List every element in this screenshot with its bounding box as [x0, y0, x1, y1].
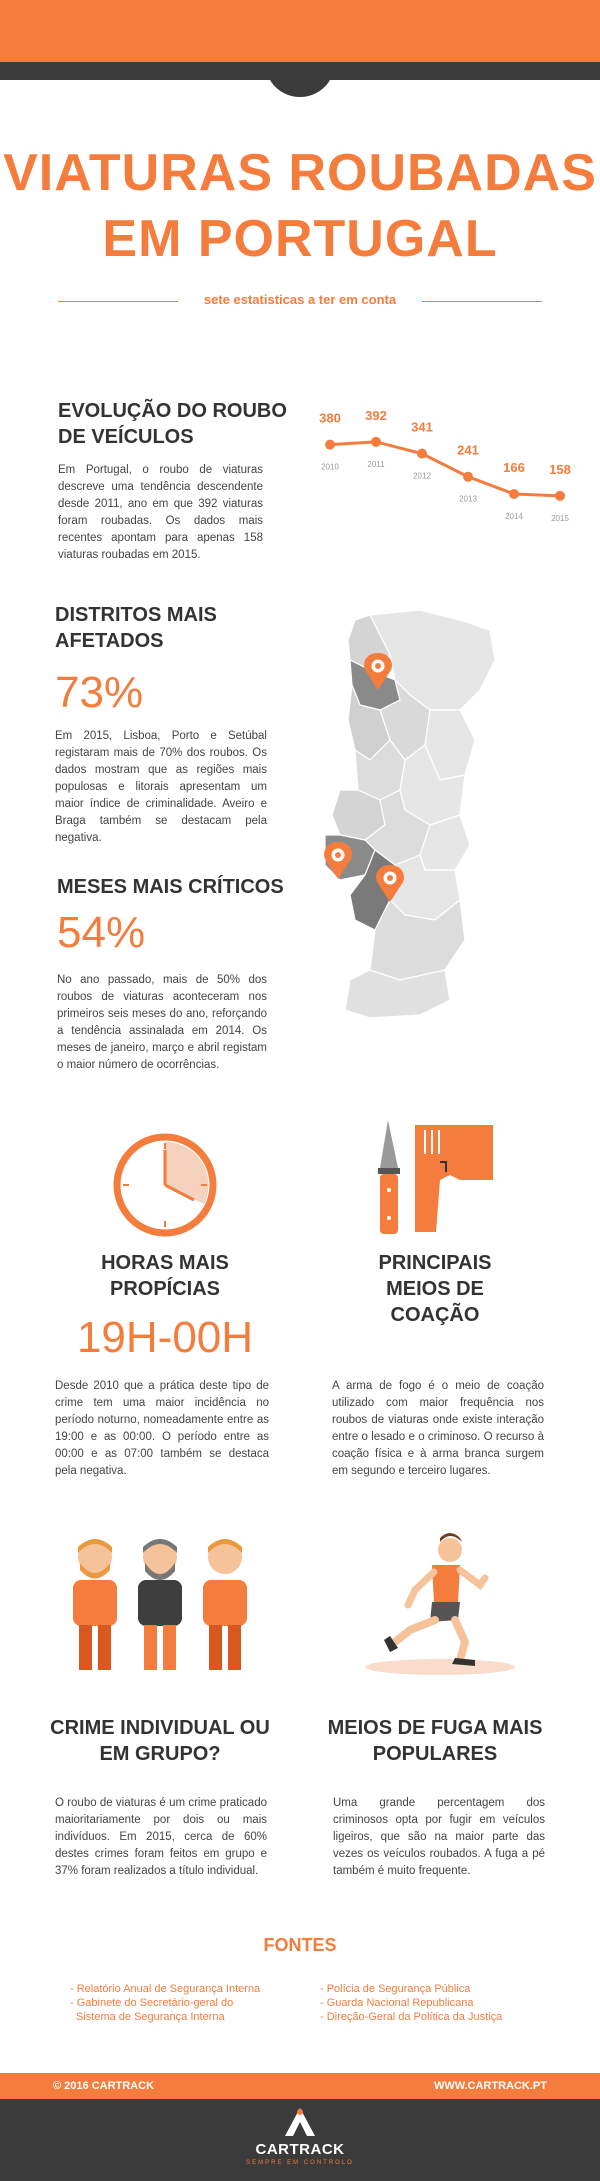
page-title [0, 140, 600, 272]
months-heading: MESES MAIS CRÍTICOS [57, 876, 284, 898]
escape-heading-line-1: MEIOS DE FUGA MAIS [327, 1717, 543, 1739]
hours-text: Desde 2010 que a prática deste tipo de crime tem uma maior incidência no período noturno, nomeadamente entre as 19:00 e as 00:00. O período entre as 00:00 e as 07:00 também se destaca pela negativa. [55, 1380, 269, 1477]
sources-right-list [320, 1982, 540, 2024]
data-label: 158 [549, 461, 571, 477]
coercion-heading-line-2: MEIOS DE [386, 1278, 484, 1300]
gun-icon [410, 1120, 500, 1235]
title-line-2: EM PORTUGAL [102, 210, 498, 268]
evolution-text: Em Portugal, o roubo de viaturas descreve uma tendência descendente desde 2011, ano em que 392 viaturas foram roubadas. Os dados mais recentes apontam para apenas 158 viaturas roubadas em 2015. [58, 464, 263, 561]
footer-copyright: © 2016 CARTRACK [53, 2080, 155, 2092]
hours-heading-line-1: HORAS MAIS [101, 1252, 229, 1274]
districts-percent: 73% [55, 668, 144, 717]
x-tick-label: 2010 [321, 462, 339, 472]
group-people-icon [65, 1535, 265, 1675]
group-heading-line-2: EM GRUPO? [99, 1743, 221, 1765]
data-point [417, 449, 427, 459]
source-item: Sistema de Segurança Interna [76, 2011, 225, 2023]
data-point [325, 440, 335, 450]
evolution-line-chart [310, 400, 571, 545]
months-percent: 54% [57, 908, 146, 957]
data-point [555, 491, 565, 501]
coercion-text: A arma de fogo é o meio de coação utilizado com maior frequência nos roubos de viaturas onde existe interação entre o lesado e o criminoso. O recurso à coação física e à arma branca surgem em segundo e terceiro lugares. [332, 1380, 544, 1477]
runner-icon [360, 1530, 520, 1680]
coercion-heading-line-3: COAÇÃO [390, 1304, 480, 1326]
data-label: 241 [457, 442, 479, 458]
escape-heading-line-2: POPULARES [372, 1743, 498, 1765]
person-middle-icon [138, 1539, 182, 1670]
source-item: - Direção-Geral da Política da Justiça [320, 2011, 503, 2023]
x-tick-label: 2013 [459, 494, 477, 504]
cartrack-logo-icon [283, 2106, 317, 2138]
data-point [463, 472, 473, 482]
footer-tagline: SEMPRE EM CONTROLO [246, 2160, 354, 2166]
source-item: - Polícia de Segurança Pública [320, 1983, 471, 1995]
escape-text: Uma grande percentagem dos criminosos opta por fugir em veículos ligeiros, que são na maior parte das vezes os veículos roubados. A fuga a pé também é muito frequente. [333, 1797, 545, 1877]
evolution-heading-line-2: DE VEÍCULOS [58, 426, 194, 448]
group-heading [45, 1715, 275, 1767]
hours-heading-line-2: PROPÍCIAS [109, 1278, 221, 1300]
person-right-icon [203, 1539, 247, 1670]
header-semicircle [265, 62, 335, 97]
x-tick-label: 2012 [413, 471, 431, 481]
header-bar [0, 0, 600, 62]
group-text: O roubo de viaturas é um crime praticado maioritariamente por dois ou mais indivíduos. Em 2015, cerca de 60% destes crimes foram feitos em grupo e 37% foram realizados a título individual. [55, 1797, 267, 1877]
districts-heading-line-1: DISTRITOS MAIS [55, 604, 217, 626]
sources-heading: FONTES [263, 1935, 337, 1955]
group-heading-line-1: CRIME INDIVIDUAL OU [50, 1717, 270, 1739]
data-label: 392 [365, 407, 387, 423]
x-tick-label: 2014 [505, 512, 523, 521]
evolution-heading-line-1: EVOLUÇÃO DO ROUBO [58, 400, 287, 422]
clock-icon [110, 1130, 220, 1240]
districts-heading [55, 602, 285, 654]
x-tick-label: 2015 [551, 513, 569, 523]
data-label: 341 [411, 419, 433, 435]
data-point [509, 489, 519, 499]
coercion-heading [330, 1250, 540, 1328]
sources-left-list [70, 1982, 290, 2024]
districts-heading-line-2: AFETADOS [55, 630, 164, 652]
source-item: - Gabinete do Secretário-geral do [70, 1997, 234, 2009]
escape-heading [320, 1715, 550, 1767]
evolution-heading [58, 398, 298, 450]
title-line-1: VIATURAS ROUBADAS [3, 144, 597, 202]
x-tick-label: 2011 [367, 459, 385, 469]
data-point [371, 437, 381, 447]
knife-icon [372, 1118, 406, 1238]
months-text: No ano passado, mais de 50% dos roubos de viaturas aconteceram nos primeiros seis meses do ano, reforçando a tendência assinalada em 2014. Os meses de janeiro, março e abril registam o maior número de ocorrências. [57, 974, 267, 1071]
data-label: 380 [319, 410, 341, 426]
hours-heading [60, 1250, 270, 1302]
footer-url-link[interactable]: WWW.CARTRACK.PT [433, 2080, 547, 2092]
districts-text: Em 2015, Lisboa, Porto e Setúbal registaram mais de 70% dos roubos. Os dados mostram que as regiões mais populosas e litorais apresentam um maior índice de criminalidade. Aveiro e Braga também se destacam pela negativa. [55, 730, 267, 844]
source-item: - Relatório Anual de Segurança Interna [70, 1983, 261, 1995]
footer-brand: CARTRACK [255, 2141, 345, 2158]
page-subtitle: sete estatisticas a ter em conta [203, 292, 397, 307]
series-line [330, 442, 560, 496]
person-left-icon [73, 1539, 117, 1670]
coercion-heading-line-1: PRINCIPAIS [378, 1252, 492, 1274]
source-item: - Guarda Nacional Republicana [320, 1997, 474, 2009]
subtitle-rule-right [422, 301, 542, 302]
data-label: 166 [503, 460, 525, 475]
hours-value: 19H-00H [76, 1313, 254, 1362]
portugal-map [310, 600, 500, 1060]
